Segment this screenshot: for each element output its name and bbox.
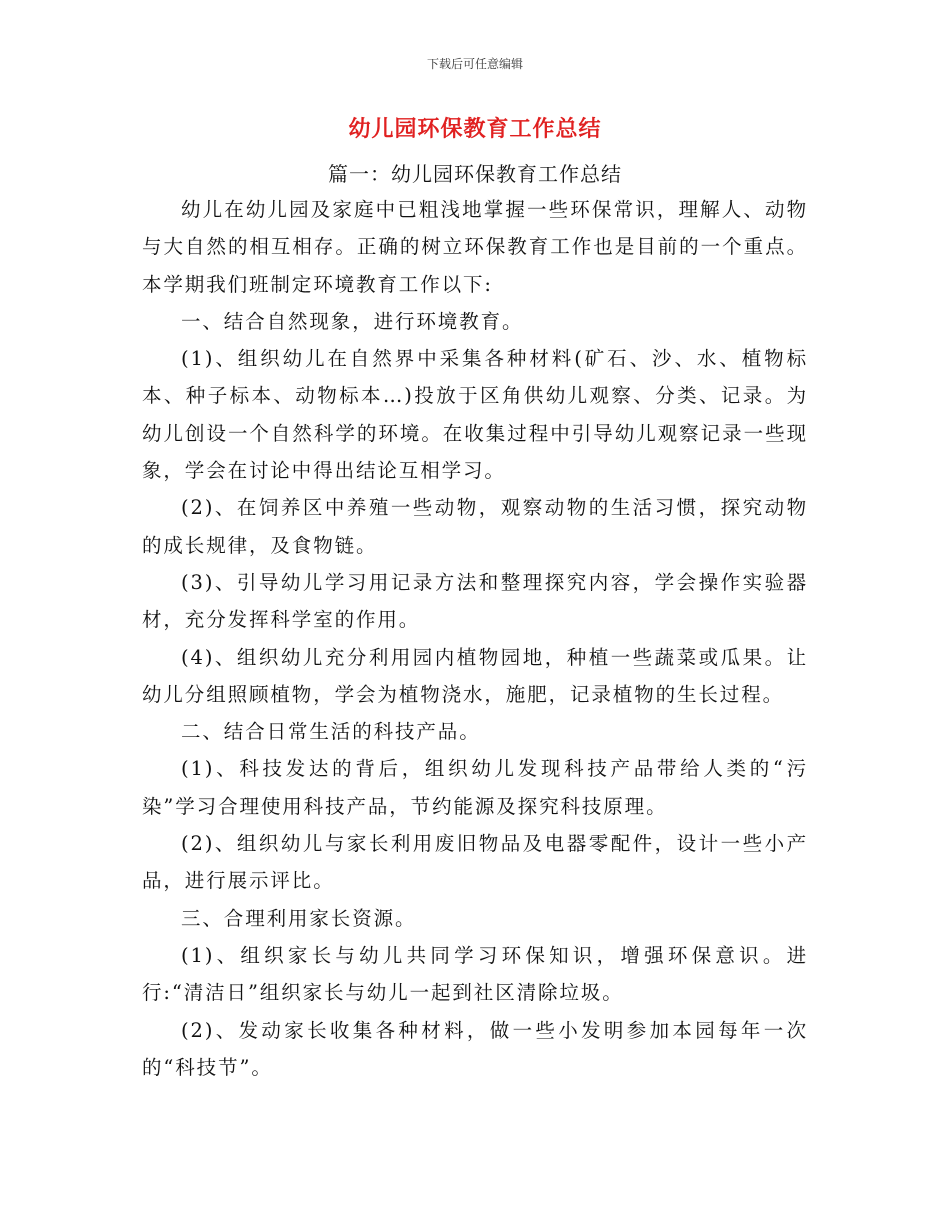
paragraph-1-4: (4)、组织幼儿充分利用园内植物园地，种植一些蔬菜或瓜果。让幼儿分组照顾植物，学会为植物浇水，施肥，记录植物的生长过程。 xyxy=(142,645,808,706)
paragraph-1-3: (3)、引导幼儿学习用记录方法和整理探究内容，学会操作实验器材，充分发挥科学室的作用。 xyxy=(142,570,808,632)
paragraph-3-1: (1)、组织家长与幼儿共同学习环保知识，增强环保意识。进行:“清洁日”组织家长与幼儿一起到社区清除垃圾。 xyxy=(142,943,808,1005)
section-heading-3: 三、合理利用家长资源。 xyxy=(181,906,417,930)
section-heading-2: 二、结合日常生活的科技产品。 xyxy=(181,720,481,744)
section-heading-1: 一、结合自然现象，进行环境教育。 xyxy=(181,309,524,333)
paragraph-2-1: (1)、科技发达的背后，组织幼儿发现科技产品带给人类的“污染”学习合理使用科技产品，节约能源及探究科技原理。 xyxy=(142,757,808,818)
document-body xyxy=(142,191,808,1086)
paragraph-3-2: (2)、发动家长收集各种材料，做一些小发明参加本园每年一次的“科技节”。 xyxy=(142,1018,808,1079)
document-subtitle: 篇一：幼儿园环保教育工作总结 xyxy=(328,162,622,186)
paragraph-1-2: (2)、在饲养区中养殖一些动物，观察动物的生活习惯，探究动物的成长规律，及食物链。 xyxy=(142,496,808,557)
header-note: 下载后可任意编辑 xyxy=(426,57,523,71)
paragraph-1-1: (1)、组织幼儿在自然界中采集各种材料(矿石、沙、水、植物标本、种子标本、动物标本…)投放于区角供幼儿观察、分类、记录。为幼儿创设一个自然科学的环境。在收集过程中引导幼儿观察记录一些现象，学会在讨论中得出结论互相学习。 xyxy=(142,347,808,483)
paragraph-intro: 幼儿在幼儿园及家庭中已粗浅地掌握一些环保常识，理解人、动物与大自然的相互相存。正确的树立环保教育工作也是目前的一个重点。本学期我们班制定环境教育工作以下: xyxy=(142,198,808,296)
paragraph-2-2: (2)、组织幼儿与家长利用废旧物品及电器零配件，设计一些小产品，进行展示评比。 xyxy=(142,832,808,893)
document-title: 幼儿园环保教育工作总结 xyxy=(348,116,602,142)
